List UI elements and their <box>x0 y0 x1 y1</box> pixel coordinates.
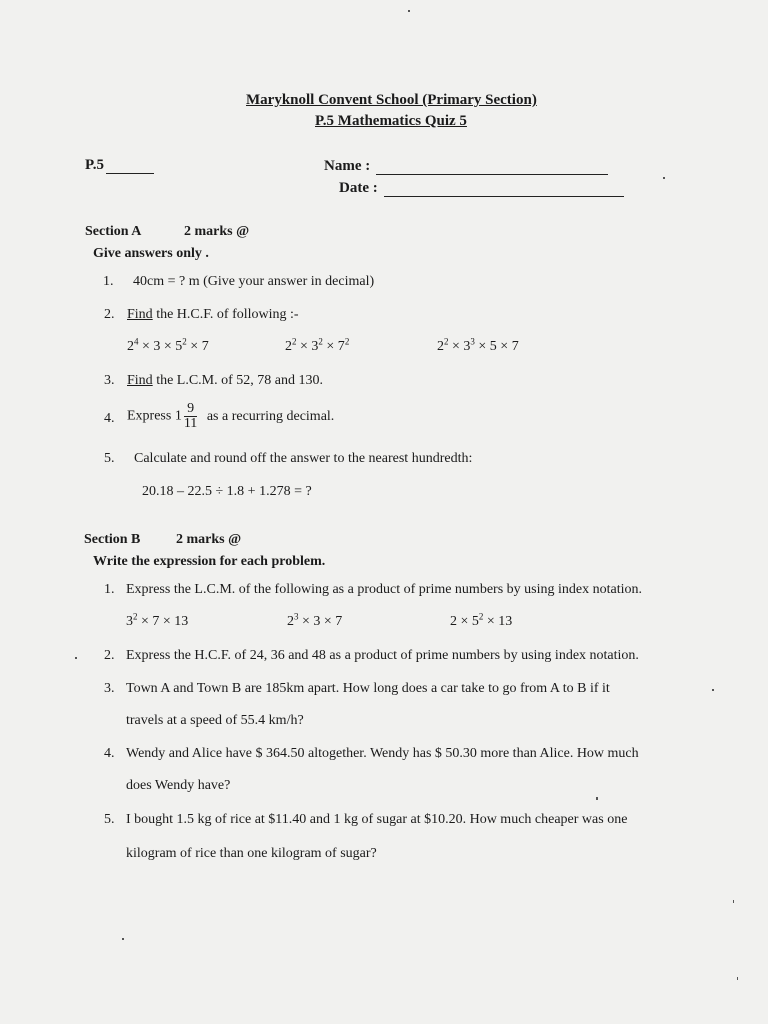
b-q2-number: 2. <box>104 648 115 663</box>
a-q2-expression-3: $2^2 \times 3^3 \times 5 \times 7$ <box>437 336 519 354</box>
scan-speck <box>408 10 410 12</box>
b-q5-line-1: I bought 1.5 kg of rice at $11.40 and 1 kg of sugar at $10.20. How much cheaper was one <box>126 812 628 827</box>
a-q3-verb: Find <box>127 373 153 388</box>
a-q2-expression-1: $2^4 \times 3 \times 5^2 \times 7$ <box>127 336 209 354</box>
name-field <box>324 158 608 175</box>
b-q1-expression-2: $2^3 \times 3 \times 7$ <box>287 611 343 629</box>
b-q1-number: 1. <box>104 582 115 597</box>
scan-speck <box>122 938 124 940</box>
a-q1-text: 40cm = ? m (Give your answer in decimal) <box>133 274 375 289</box>
b-q2-text: Express the H.C.F. of 24, 36 and 48 as a product of prime numbers by using index notation. <box>126 648 639 663</box>
b-q3-line-2: travels at a speed of 55.4 km/h? <box>126 713 304 728</box>
a-q5-expression: 20.18 – 22.5 ÷ 1.8 + 1.278 = ? <box>142 484 312 499</box>
scan-speck <box>663 177 665 179</box>
a-q5-number: 5. <box>104 451 115 466</box>
section-a-title: Section A <box>85 224 142 239</box>
section-b-instruction: Write the expression for each problem. <box>93 554 326 569</box>
section-a-instruction: Give answers only . <box>93 246 209 261</box>
section-b-title: Section B <box>84 532 141 547</box>
b-q1-expression-3: $2 \times 5^2 \times 13$ <box>450 611 513 629</box>
a-q3-rest: the L.C.M. of 52, 78 and 130. <box>152 373 324 388</box>
a-q2-expression-2: $2^2 \times 3^2 \times 7^2$ <box>285 336 350 354</box>
b-q4-line-1: Wendy and Alice have $ 364.50 altogether. Wendy has $ 50.30 more than Alice. How much <box>126 746 639 761</box>
a-q4-prefix: Express 1 <box>127 408 182 424</box>
scan-speck <box>712 689 714 691</box>
name-label: Name : <box>324 158 371 174</box>
a-q2-text <box>127 307 299 323</box>
a-q4-text <box>127 402 334 431</box>
date-blank <box>384 195 624 197</box>
scan-speck <box>596 797 598 800</box>
a-q2-rest: the H.C.F. of following :- <box>152 307 299 322</box>
class-label: P.5 <box>85 157 105 173</box>
b-q5-number: 5. <box>104 812 115 827</box>
b-q1-text: Express the L.C.M. of the following as a product of prime numbers by using index notation. <box>126 582 642 597</box>
a-q2-number: 2. <box>104 307 115 322</box>
a-q4-suffix: as a recurring decimal. <box>206 408 335 424</box>
section-a-marks: 2 marks @ <box>184 224 250 239</box>
school-title: Maryknoll Convent School (Primary Section) <box>246 92 537 108</box>
b-q1-expression-1: $3^2 \times 7 \times 13$ <box>126 611 189 629</box>
scan-speck <box>75 657 77 659</box>
a-q4-number: 4. <box>104 411 115 426</box>
b-q3-number: 3. <box>104 681 115 696</box>
b-q4-number: 4. <box>104 746 115 761</box>
date-field <box>339 180 624 197</box>
quiz-title: P.5 Mathematics Quiz 5 <box>315 113 467 129</box>
class-field <box>85 157 154 174</box>
section-b-marks: 2 marks @ <box>176 532 242 547</box>
a-q2-verb: Find <box>127 307 153 322</box>
b-q4-line-2: does Wendy have? <box>126 778 231 793</box>
name-blank <box>376 173 608 175</box>
a-q4-fraction: $\frac{9}{11}$ <box>183 401 198 431</box>
date-label: Date : <box>339 180 378 196</box>
a-q1-number: 1. <box>103 274 114 289</box>
a-q3-text <box>127 373 323 389</box>
a-q5-text: Calculate and round off the answer to the nearest hundredth: <box>134 451 473 466</box>
b-q3-line-1: Town A and Town B are 185km apart. How long does a car take to go from A to B if it <box>126 681 610 696</box>
scan-speck <box>737 977 738 980</box>
a-q3-number: 3. <box>104 373 115 388</box>
class-blank <box>106 172 154 174</box>
scan-speck <box>733 900 734 903</box>
b-q5-line-2: kilogram of rice than one kilogram of sugar? <box>126 846 377 861</box>
